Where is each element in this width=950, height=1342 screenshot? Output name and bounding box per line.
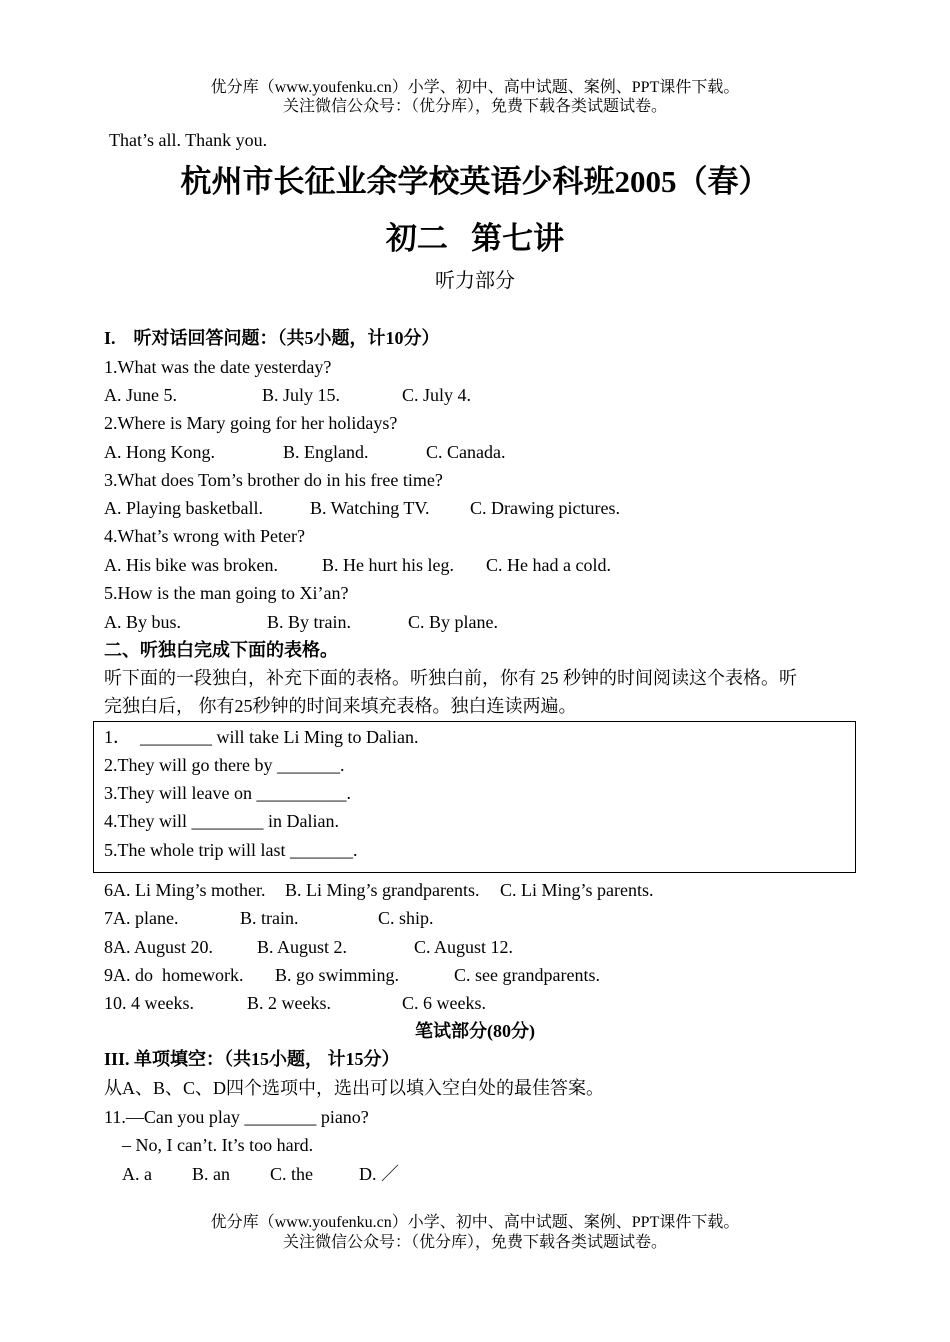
- section3-heading: III. 单项填空：（共15小题， 计15分）: [104, 1049, 400, 1069]
- page-header-line2: 关注微信公众号：（优分库），免费下载各类试题试卷。: [282, 98, 667, 115]
- q7-option-b: B. train.: [240, 908, 299, 928]
- q4-option-b: B. He hurt his leg.: [322, 555, 454, 575]
- q8-option-b: B. August 2.: [257, 937, 348, 957]
- q9-option-a: 9A. do homework.: [104, 965, 244, 985]
- q4-option-c: C. He had a cold.: [486, 555, 611, 575]
- q4-option-a: A. His bike was broken.: [104, 555, 278, 575]
- page-subtitle: 初二 第七讲: [385, 221, 565, 256]
- table-row: 1． ________ will take Li Ming to Dalian.: [104, 727, 419, 747]
- table-row: 2.They will go there by _______.: [104, 755, 345, 775]
- q7-option-c: C. ship.: [378, 908, 434, 928]
- q5-option-a: A. By bus.: [104, 612, 182, 632]
- question-11-answer-line: – No, I can’t. It’s too hard.: [122, 1135, 314, 1155]
- q6-option-b: B. Li Ming’s grandparents.: [285, 880, 480, 900]
- q1-option-c: C. July 4.: [402, 385, 472, 405]
- question-3: 3.What does Tom’s brother do in his free time?: [104, 470, 443, 490]
- q10-option-a: 10. 4 weeks.: [104, 993, 194, 1013]
- q3-option-b: B. Watching TV.: [310, 498, 430, 518]
- q2-option-a: A. Hong Kong.: [104, 442, 215, 462]
- table-row: 3.They will leave on __________.: [104, 783, 351, 803]
- q6-option-a: 6A. Li Ming’s mother.: [104, 880, 266, 900]
- question-2: 2.Where is Mary going for her holidays?: [104, 413, 398, 433]
- intro-line: That’s all. Thank you.: [109, 130, 268, 150]
- section2-instruction-2: 完独白后， 你有25秒钟的时间来填充表格。独白连读两遍。: [104, 696, 577, 716]
- table-row: 4.They will ________ in Dalian.: [104, 811, 339, 831]
- q3-option-c: C. Drawing pictures.: [470, 498, 620, 518]
- written-label: 笔试部分(80分): [415, 1021, 535, 1041]
- q9-option-c: C. see grandparents.: [454, 965, 600, 985]
- listening-label: 听力部分: [435, 270, 515, 292]
- page-header-line1: 优分库（www.youfenku.cn）小学、初中、高中试题、案例、PPT课件下载。: [210, 79, 740, 96]
- q11-option-d: D. ／: [359, 1164, 399, 1184]
- q11-option-c: C. the: [270, 1164, 313, 1184]
- question-5: 5.How is the man going to Xi’an?: [104, 583, 349, 603]
- q1-option-b: B. July 15.: [262, 385, 341, 405]
- page-title: 杭州市长征业余学校英语少科班2005（春）: [180, 164, 770, 199]
- q10-option-c: C. 6 weeks.: [402, 993, 486, 1013]
- q5-option-b: B. By train.: [267, 612, 351, 632]
- q11-option-b: B. an: [192, 1164, 230, 1184]
- q10-option-b: B. 2 weeks.: [247, 993, 331, 1013]
- q5-option-c: C. By plane.: [408, 612, 498, 632]
- table-row: 5.The whole trip will last _______.: [104, 840, 358, 860]
- q8-option-c: C. August 12.: [414, 937, 514, 957]
- q2-option-b: B. England.: [283, 442, 369, 462]
- question-1: 1.What was the date yesterday?: [104, 357, 332, 377]
- page-footer-line1: 优分库（www.youfenku.cn）小学、初中、高中试题、案例、PPT课件下载。: [210, 1214, 740, 1231]
- question-11: 11.—Can you play ________ piano?: [104, 1107, 369, 1127]
- q1-option-a: A. June 5.: [104, 385, 177, 405]
- section2-instruction-1: 听下面的一段独白，补充下面的表格。听独白前，你有 25 秒钟的时间阅读这个表格。听: [104, 668, 797, 688]
- q3-option-a: A. Playing basketball.: [104, 498, 263, 518]
- question-4: 4.What’s wrong with Peter?: [104, 526, 305, 546]
- q7-option-a: 7A. plane.: [104, 908, 179, 928]
- q11-option-a: A. a: [122, 1164, 152, 1184]
- page-footer-line2: 关注微信公众号：（优分库），免费下载各类试题试卷。: [282, 1234, 667, 1251]
- q6-option-c: C. Li Ming’s parents.: [500, 880, 654, 900]
- section2-heading: 二、听独白完成下面的表格。: [104, 640, 338, 660]
- q8-option-a: 8A. August 20.: [104, 937, 214, 957]
- q2-option-c: C. Canada.: [426, 442, 506, 462]
- section1-heading: I. 听对话回答问题：（共5小题，计10分）: [104, 328, 440, 348]
- section3-instruction: 从A、B、C、D四个选项中，选出可以填入空白处的最佳答案。: [104, 1078, 605, 1098]
- q9-option-b: B. go swimming.: [275, 965, 400, 985]
